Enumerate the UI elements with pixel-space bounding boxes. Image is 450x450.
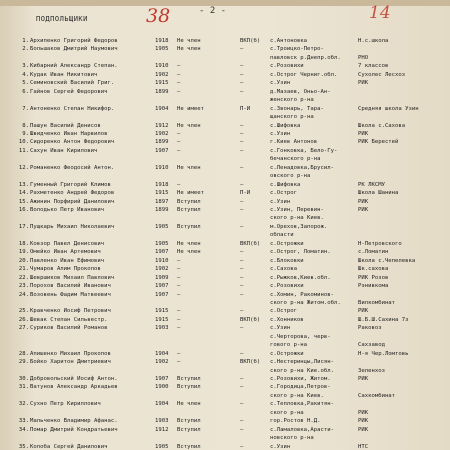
handwritten-number: 14: [369, 3, 391, 23]
cell-addr: с.Хонников: [270, 316, 304, 323]
cell-note: Сахкомбинат: [358, 392, 396, 399]
cell-party: Не член: [177, 38, 201, 44]
cell-year: 1909: [155, 274, 169, 281]
cell-addr: ского р-на Киев.: [270, 392, 324, 399]
cell-note: Шк.сахова: [358, 266, 389, 273]
table-row: [0, 443, 450, 450]
page-number: - 2 -: [199, 6, 227, 16]
cell-year: 1907: [155, 249, 169, 256]
cell-addr: с.Гонковка, Бело-Гу-: [270, 147, 338, 154]
cell-party: —: [177, 71, 181, 78]
cell-note: Рэнивкома: [358, 283, 389, 290]
cell-addr: с.Острог, Ломатин.: [270, 249, 331, 256]
cell-year: 1897: [155, 198, 169, 205]
cell-addr: овского р-на: [270, 173, 311, 180]
cell-num: 1.: [22, 38, 29, 44]
cell-num: 16.: [18, 207, 29, 213]
cell-name: Копоба Сергей Данилович: [30, 443, 108, 450]
cell-ed: —: [240, 443, 244, 450]
cell-ed: —: [240, 207, 244, 213]
cell-addr: с.Черторова, черв-: [270, 333, 331, 340]
cell-addr: с.Острожки: [270, 240, 304, 247]
cell-num: 19.: [18, 249, 29, 256]
cell-year: 1915: [155, 80, 169, 87]
cell-ed: ВКП(б): [240, 240, 261, 247]
cell-name: Кравченко Иосиф Петрович: [30, 308, 111, 315]
cell-ed: —: [240, 71, 244, 78]
cell-note: Сухолес Лесхоз: [358, 71, 406, 78]
cell-addr: с.Узин: [270, 130, 291, 137]
cell-num: 7.: [22, 105, 29, 112]
cell-year: 1912: [155, 122, 169, 129]
cell-addr: с.Розовихи: [270, 63, 304, 70]
cell-num: 30.: [18, 376, 29, 382]
cell-year: 1903: [155, 325, 169, 332]
cell-addr: с.Розовихи, Житом.: [270, 376, 331, 382]
cell-name: Павленко Иван Ефимович: [30, 257, 105, 264]
cell-addr: гового р-на: [270, 342, 308, 349]
cell-note: РИК: [358, 376, 369, 382]
cell-addr: с.Сахова: [270, 266, 297, 273]
cell-addr: новского р-на: [270, 435, 314, 442]
cell-ed: —: [240, 63, 244, 70]
cell-note: РИК: [358, 426, 369, 433]
cell-num: 6.: [22, 88, 29, 95]
cell-addr: с.Узин, Перевин-: [270, 207, 324, 213]
cell-party: —: [177, 88, 181, 95]
cell-addr: павловск р.Днепр.обл.: [270, 54, 341, 61]
cell-note: РК ЛКСМУ: [358, 181, 385, 188]
cell-ed: —: [240, 88, 244, 95]
cell-name: Большаков Дмитрий Наумович: [30, 46, 118, 53]
cell-note: Зеленхоз: [358, 367, 385, 374]
cell-party: —: [177, 274, 181, 281]
cell-year: 1910: [155, 63, 169, 70]
cell-year: 1907: [155, 291, 169, 298]
cell-party: Не член: [177, 46, 201, 53]
cell-ed: —: [240, 325, 244, 332]
cell-num: 8.: [22, 122, 29, 129]
cell-num: 9.: [22, 130, 29, 137]
cell-addr: с.Узин: [270, 325, 291, 332]
cell-name: Кибарний Александр Степан.: [30, 63, 118, 70]
cell-addr: с.Ленадовка,Брусил-: [270, 164, 334, 171]
cell-year: 1915: [155, 308, 169, 315]
cell-party: Вступил: [177, 384, 201, 391]
page-title: ПОДПОЛЬЩИКИ: [36, 15, 88, 23]
cell-ed: —: [240, 376, 244, 382]
cell-num: 5.: [22, 80, 29, 87]
cell-note: Раковоз: [358, 325, 382, 332]
cell-party: Вступил: [177, 376, 201, 382]
cell-note: РИК Берестей: [358, 139, 399, 146]
cell-addr: с.Острожки: [270, 350, 304, 357]
cell-name: Возовень Фадим Матвеевич: [30, 291, 111, 298]
cell-year: 1905: [155, 223, 169, 230]
handwritten-number: 38: [146, 5, 171, 27]
cell-ed: —: [240, 223, 244, 230]
cell-addr: г.Киев Антонов: [270, 139, 318, 146]
cell-year: 1912: [155, 426, 169, 433]
cell-num: 3.: [22, 63, 29, 70]
cell-addr: с.Троицко-Петро-: [270, 46, 324, 53]
cell-party: Не член: [177, 249, 201, 256]
cell-ed: —: [240, 350, 244, 357]
cell-num: 22.: [18, 274, 29, 281]
cell-note: Сахзавод: [358, 342, 385, 349]
cell-note: Средняя школа Узин: [358, 105, 419, 112]
cell-ed: ВКП(б): [240, 359, 261, 366]
cell-ed: —: [240, 418, 244, 425]
cell-name: Семиновский Василий Григ.: [30, 80, 115, 87]
cell-party: —: [177, 316, 181, 323]
cell-name: Сахун Иван Кирилович: [30, 147, 98, 154]
cell-party: Не член: [177, 164, 201, 171]
cell-party: —: [177, 283, 181, 290]
cell-ed: —: [240, 401, 244, 408]
cell-year: 1907: [155, 147, 169, 154]
cell-name: Гуменный Григорий Климов: [30, 181, 111, 188]
cell-name: Бойко Харитон Дмитриевич: [30, 359, 111, 366]
cell-name: Романенко Феодосий Антон.: [30, 164, 115, 171]
cell-ed: —: [240, 130, 244, 137]
cell-note: с.Ломатин: [358, 249, 389, 256]
cell-addr: с.Острог: [270, 308, 297, 315]
cell-note: Н.с.школа: [358, 38, 389, 44]
cell-party: Вступил: [177, 223, 201, 230]
cell-party: Не имеет: [177, 190, 204, 197]
cell-ed: —: [240, 257, 244, 264]
cell-num: 4.: [22, 71, 29, 78]
cell-num: 15.: [18, 198, 29, 205]
cell-name: Шевак Степан Сильвестр.: [30, 316, 108, 323]
cell-note: РИК: [358, 308, 369, 315]
cell-name: Антоненко Степан Никифор.: [30, 105, 115, 112]
cell-year: 1902: [155, 71, 169, 78]
cell-year: 1918: [155, 38, 169, 44]
cell-ed: П-И: [240, 105, 251, 112]
cell-ed: —: [240, 139, 244, 146]
cell-party: —: [177, 359, 181, 366]
cell-ed: —: [240, 426, 244, 433]
cell-addr: с.Шифовка: [270, 122, 301, 129]
cell-party: Вступил: [177, 426, 201, 433]
cell-name: Пашун Василий Денисов: [30, 122, 101, 129]
cell-name: Помар Дмитрий Кондратьевич: [30, 426, 118, 433]
cell-ed: —: [240, 384, 244, 391]
cell-party: —: [177, 181, 181, 188]
cell-name: Швидченко Иван Нарвилов: [30, 130, 108, 137]
cell-num: 33.: [18, 418, 29, 425]
cell-year: 1918: [155, 181, 169, 188]
cell-ed: ВКП(б): [240, 38, 261, 44]
cell-year: 1907: [155, 283, 169, 290]
cell-name: Гайнов Сергей Федорович: [30, 88, 108, 95]
cell-note: РИК: [358, 80, 369, 87]
cell-year: 1910: [155, 164, 169, 171]
cell-ed: —: [240, 46, 244, 53]
cell-year: 1905: [155, 46, 169, 53]
cell-name: Володько Петр Иванович: [30, 207, 105, 213]
cell-ed: —: [240, 181, 244, 188]
cell-num: 11.: [18, 147, 29, 154]
cell-num: 34.: [18, 426, 29, 433]
cell-name: Омейко Иван Артемович: [30, 249, 101, 256]
cell-num: 23.: [18, 283, 29, 290]
cell-addr: ского р-на: [270, 409, 304, 416]
cell-note: Вилкомбинат: [358, 299, 396, 306]
cell-year: 1904: [155, 350, 169, 357]
cell-note: Ш.Б.Ш.Сахина 7з: [358, 316, 409, 323]
cell-ed: ВКП(б): [240, 316, 261, 323]
cell-name: Кудак Иван Никитович: [30, 71, 98, 78]
cell-addr: с.Узин: [270, 443, 291, 450]
cell-addr: щанского р-на: [270, 114, 314, 121]
cell-name: Суриков Василий Романов: [30, 325, 108, 332]
cell-name: Сухно Петр Кириллович: [30, 401, 101, 408]
cell-name: Архипенко Григорий Федоров: [30, 38, 118, 44]
cell-party: —: [177, 308, 181, 315]
cell-addr: с.Тепловка,Ракитян-: [270, 401, 334, 408]
cell-note: РИК: [358, 198, 369, 205]
cell-party: —: [177, 325, 181, 332]
cell-addr: ского р-на Киев.: [270, 215, 324, 222]
cell-year: 1900: [155, 384, 169, 391]
cell-party: Вступил: [177, 443, 201, 450]
cell-addr: с.Блоковки: [270, 257, 304, 264]
cell-note: РИК: [358, 207, 369, 213]
cell-ed: —: [240, 274, 244, 281]
cell-note: Школа Шанина: [358, 190, 399, 197]
cell-addr: с.Шифовка: [270, 181, 301, 188]
cell-note: Н-Петровского: [358, 240, 402, 247]
cell-num: 20.: [18, 257, 29, 264]
cell-party: —: [177, 350, 181, 357]
cell-num: 35.: [18, 443, 29, 450]
cell-num: 17.: [18, 223, 29, 230]
cell-year: 1902: [155, 359, 169, 366]
cell-year: 1904: [155, 401, 169, 408]
cell-name: Мальченко Владимир Афанас.: [30, 418, 118, 425]
cell-ed: —: [240, 164, 244, 171]
cell-num: 10.: [18, 139, 29, 146]
cell-note: Школа с.Сахова: [358, 122, 406, 129]
cell-num: 13.: [18, 181, 29, 188]
cell-name: Апишенко Михаил Прокопов: [30, 350, 111, 357]
cell-party: —: [177, 139, 181, 146]
cell-addr: ского р-на Кие.обл.: [270, 367, 334, 374]
cell-addr: с.Нестеринцы,Лисян-: [270, 359, 334, 366]
cell-name: Добровольский Иосиф Антон.: [30, 376, 118, 382]
cell-num: 26.: [18, 316, 29, 323]
cell-num: 24.: [18, 291, 29, 298]
cell-party: Вступил: [177, 198, 201, 205]
cell-addr: с.Рыжков,Киев.обл.: [270, 274, 331, 281]
cell-num: 2.: [22, 46, 29, 53]
cell-addr: с.Антоновка: [270, 38, 308, 44]
cell-party: —: [177, 257, 181, 264]
cell-year: 1902: [155, 266, 169, 273]
cell-name: Ватунов Александр Аркадьев: [30, 384, 118, 391]
cell-num: 31.: [18, 384, 29, 391]
cell-party: —: [177, 63, 181, 70]
cell-addr: с.Хомин, Ракоминов-: [270, 291, 334, 298]
cell-party: Вступил: [177, 207, 201, 213]
cell-party: Не член: [177, 401, 201, 408]
cell-ed: —: [240, 283, 244, 290]
cell-year: 1907: [155, 376, 169, 382]
cell-note: РИК: [358, 409, 369, 416]
cell-num: 14.: [18, 190, 29, 197]
cell-num: 28.: [18, 350, 29, 357]
cell-addr: с.Узин: [270, 80, 291, 87]
cell-num: 18.: [18, 240, 29, 247]
cell-year: 1915: [155, 316, 169, 323]
cell-note: Школа с.Чепелевка: [358, 257, 416, 264]
cell-ed: —: [240, 266, 244, 273]
cell-year: 1902: [155, 130, 169, 137]
cell-addr: с.Розовихи: [270, 283, 304, 290]
cell-year: 1904: [155, 105, 169, 112]
cell-name: Порохов Василий Иванович: [30, 283, 111, 290]
cell-party: —: [177, 291, 181, 298]
cell-name: Шевршиков Михаил Павлович: [30, 274, 115, 281]
cell-note: Н-я Чер.Ломтовь: [358, 350, 409, 357]
cell-ed: —: [240, 198, 244, 205]
cell-addr: ского р-на Житом.обл.: [270, 299, 341, 306]
cell-addr: гор.Ростов Н.Д.: [270, 418, 321, 425]
cell-addr: с.Острог Черниг.обл.: [270, 71, 338, 78]
cell-name: Ажинин Порфирий Данилович: [30, 198, 115, 205]
cell-year: 1905: [155, 443, 169, 450]
cell-party: Вступил: [177, 418, 201, 425]
cell-addr: с.Городица,Петров-: [270, 384, 331, 391]
cell-note: НТС: [358, 443, 369, 450]
cell-addr: с.Узин: [270, 198, 291, 205]
cell-addr: с.Острог: [270, 190, 297, 197]
cell-ed: —: [240, 249, 244, 256]
cell-year: 1915: [155, 190, 169, 197]
cell-party: —: [177, 130, 181, 137]
cell-addr: области: [270, 232, 294, 239]
cell-year: 1910: [155, 257, 169, 264]
cell-ed: —: [240, 291, 244, 298]
cell-num: 25.: [18, 308, 29, 315]
cell-year: 1903: [155, 418, 169, 425]
cell-addr: бечанского р-на: [270, 156, 321, 163]
cell-year: 1899: [155, 207, 169, 213]
cell-year: 1899: [155, 139, 169, 146]
cell-party: Не член: [177, 240, 201, 247]
cell-addr: с.Ламаловка,Арасти-: [270, 426, 334, 433]
cell-num: 21.: [18, 266, 29, 273]
cell-ed: П-И: [240, 190, 251, 197]
cell-note: 7 классов: [358, 63, 389, 70]
cell-ed: —: [240, 308, 244, 315]
cell-addr: с.Звонарь, Тара-: [270, 105, 324, 112]
cell-ed: —: [240, 147, 244, 154]
cell-note: РИК Розов: [358, 274, 389, 281]
cell-party: Не имеет: [177, 105, 204, 112]
cell-note: РНО: [358, 54, 369, 61]
cell-party: —: [177, 147, 181, 154]
cell-name: Ковзор Павел Денисович: [30, 240, 105, 247]
cell-num: 29.: [18, 359, 29, 366]
cell-addr: д.Мазаев, Оньо-Ан-: [270, 88, 331, 95]
cell-note: РИК: [358, 418, 369, 425]
cell-party: —: [177, 266, 181, 273]
cell-num: 32.: [18, 401, 29, 408]
cell-note: РИК: [358, 130, 369, 137]
cell-name: Рахметенко Андрей Федоров: [30, 190, 115, 197]
cell-year: 1899: [155, 88, 169, 95]
cell-name: Чумаров Алим Прокопов: [30, 266, 101, 273]
cell-year: 1905: [155, 240, 169, 247]
cell-num: 12.: [18, 164, 29, 171]
cell-ed: —: [240, 122, 244, 129]
cell-party: Не член: [177, 122, 201, 129]
cell-name: Пущкарь Михаил Николаевич: [30, 223, 115, 230]
cell-addr: м.Орехов,Запорож.: [270, 223, 328, 230]
cell-addr: женского р-на: [270, 97, 314, 104]
cell-num: 27.: [18, 325, 29, 332]
cell-ed: —: [240, 80, 244, 87]
cell-party: —: [177, 80, 181, 87]
cell-name: Сидоренко Антон Федорович: [30, 139, 115, 146]
